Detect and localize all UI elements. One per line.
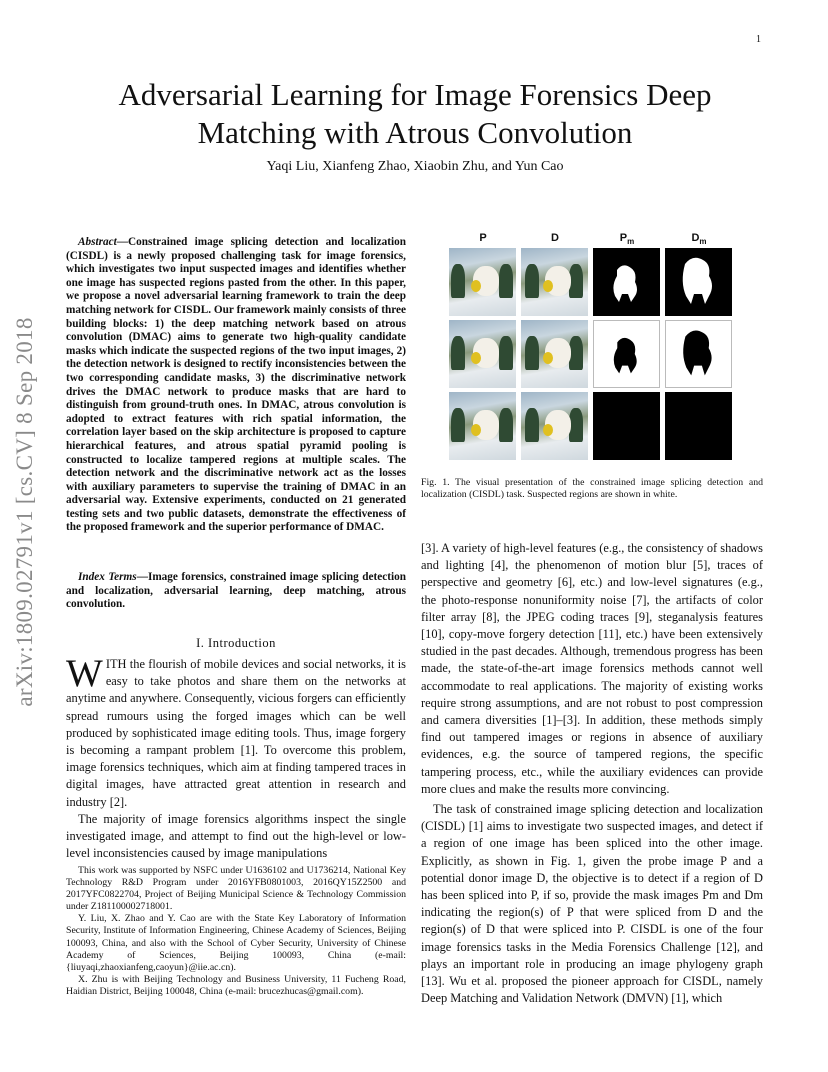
arxiv-stamp: [10, 262, 40, 762]
probe-mask: [593, 392, 660, 460]
footnote-funding: This work was supported by NSFC under U1636102 and U1736214, National Key Technology R&D Program under 2016YFB0801003, 2016QY15Z2500 and 2017YFC0822704, Project of Beijing Municipal Science & Technology Commission under Z181100002718001.: [66, 865, 406, 913]
right-paragraph-2: The task of constrained image splicing detection and localization (CISDL) [1] aims to investigate two suspected images, and detect if a region of one image has been spliced into the other image. Explicitly, as shown in Fig. 1, given the probe image P and a potential donor image D, the objective is to detect if a region of D has been spliced into P, if so, provide the mask images Pm and Dm indicating the region(s) of P that were spliced from D and the region(s) of D that were spliced into P. CISDL is one of the four image forensics tasks in the Media Forensics Challenge [12], and plays an important role in producing an image phylogeny graph [13]. Wu et al. proposed the pioneer approach for CISDL, namely Deep Matching and Validation Network (DMVN) [1], which: [421, 802, 763, 1006]
donor-image: [521, 392, 588, 460]
section-heading: I. Introduction: [196, 636, 276, 650]
footnote-affiliation-2: X. Zhu is with Beijing Technology and Business University, 11 Fucheng Road, Haidian District, Beijing 100048, China (e-mail: brucezhucas@gmail.com).: [66, 973, 406, 997]
donor-mask: [665, 392, 732, 460]
donor-image: [521, 248, 588, 316]
probe-image: [449, 248, 516, 316]
intro-paragraph-1: [66, 652, 406, 811]
figure-label-d: D: [551, 232, 559, 244]
footnote-affiliation-1: Y. Liu, X. Zhao and Y. Cao are with the State Key Laboratory of Information Security, Institute of Information Engineering, Chinese Academy of Sciences, Beijing 100093, China, and also with the School of Cyber Security, University of Chinese Academy of Sciences, Beijing 100093, China (e-mail: {liuyaqi,zhaoxianfeng,caoyun}@iie.ac.cn).: [66, 913, 406, 973]
intro-body: [66, 652, 406, 862]
right-column-body: [421, 540, 763, 1007]
intro-paragraph-2: The majority of image forensics algorithms inspect the single investigated image, and attempt to find out the high-level or low-level inconsistencies caused by image manipulations: [66, 811, 406, 861]
index-terms: [66, 571, 406, 612]
probe-mask: [593, 320, 660, 388]
abstract: [66, 236, 406, 535]
abstract-text: —Constrained image splicing detection and localization (CISDL) is a newly proposed challenging task for image forensics, which investigates two input suspected images and identifies whether one image has suspected regions pasted from the other. In this paper, we propose a novel adversarial learning framework to train the deep matching network for CISDL. Our framework mainly consists of three building blocks: 1) the deep matching network based on atrous convolution (DMAC) aims to generate two high-quality candidate masks which indicate the suspected regions of the two input images, 2) the detection network is designed to rectify inconsistencies between the two corresponding candidate masks, 3) the discriminative network drives the DMAC network to produce masks that are hard to distinguish from ground-truth ones. In DMAC, atrous convolution is adopted to extract features with rich spatial information, the correlation layer based on the skip architecture is proposed to capture hierarchical features, and atrous spatial pyramid pooling is constructed to localize tampered regions at multiple scales. The detection network and the discriminative network act as the losses with auxiliary parameters to supervise the training of DMAC in an adversarial way. Extensive experiments, conducted on 21 generated testing sets and two public datasets, demonstrate the effectiveness of the proposed framework and the superior performance of DMAC.: [66, 236, 406, 534]
figure-label-p: P: [479, 232, 487, 244]
arxiv-id: arXiv:1809.02791v1 [cs.CV] 8 Sep 2018: [12, 317, 37, 707]
drop-cap: W: [66, 652, 103, 695]
index-terms-label: Index Terms: [78, 571, 137, 583]
abstract-label: Abstract: [78, 236, 117, 248]
intro-p1-text: ITH the flourish of mobile devices and social networks, it is easy to take photos and share them on the networks at anytime and anywhere. Consequently, vicious forgers can efficiently spread rumours using the forged images which can be well produced by sophisticated image editing tools. Thus, image forgery is becoming a rampant problem [1]. To overcome this problem, image forensics techniques, which aim at finding tampered traces in digital images, have attracted great attention in research and industry [2].: [66, 657, 406, 809]
donor-mask: [665, 320, 732, 388]
figure-caption: Fig. 1. The visual presentation of the constrained image splicing detection and localization (CISDL) task. Suspected regions are shown in white.: [421, 477, 763, 501]
donor-mask: [665, 248, 732, 316]
figure-1: [449, 232, 739, 462]
probe-mask: [593, 248, 660, 316]
paper-authors: Yaqi Liu, Xianfeng Zhao, Xiaobin Zhu, and Yun Cao: [266, 159, 564, 174]
probe-image: [449, 320, 516, 388]
right-paragraph-1: [3]. A variety of high-level features (e.g., the consistency of shadows and lighting [4], the phenomenon of motion blur [5], traces of perspective and geometry [6], etc.) and low-level signatures (e.g., the photo-response nonuniformity noise [7], the artifacts of color filter array [8], the JPEG coding traces [9], steganalysis features [10], copy-move forgery detection [11], etc.) have been extensively studied in the past decades. Although, tremendous progress has been made, the state-of-the-art image forensics methods cannot well accommodate to real applications. The majority of existing works require strong assumptions, and are not robust to post compression and camera diversities [1]–[3]. In addition, these methods simply find out tampered images or regions in absence of auxiliary evidences, e.g. the source of tampered regions, the specific tampering process, etc., while the auxiliary evidences can provide more clues and make the results more convincing.: [421, 541, 763, 796]
index-terms-text: —Image forensics, constrained image splicing detection and localization, adversarial learning, deep matching, atrous convolution.: [66, 571, 406, 611]
footnotes: [66, 865, 406, 998]
page-number: 1: [756, 34, 761, 45]
probe-image: [449, 392, 516, 460]
paper-title: Adversarial Learning for Image Forensics Deep Matching with Atrous Convolution: [118, 77, 712, 150]
figure-label-pm: $P_m$: [619, 232, 635, 247]
figure-label-dm: $D_m$: [691, 232, 707, 247]
donor-image: [521, 320, 588, 388]
